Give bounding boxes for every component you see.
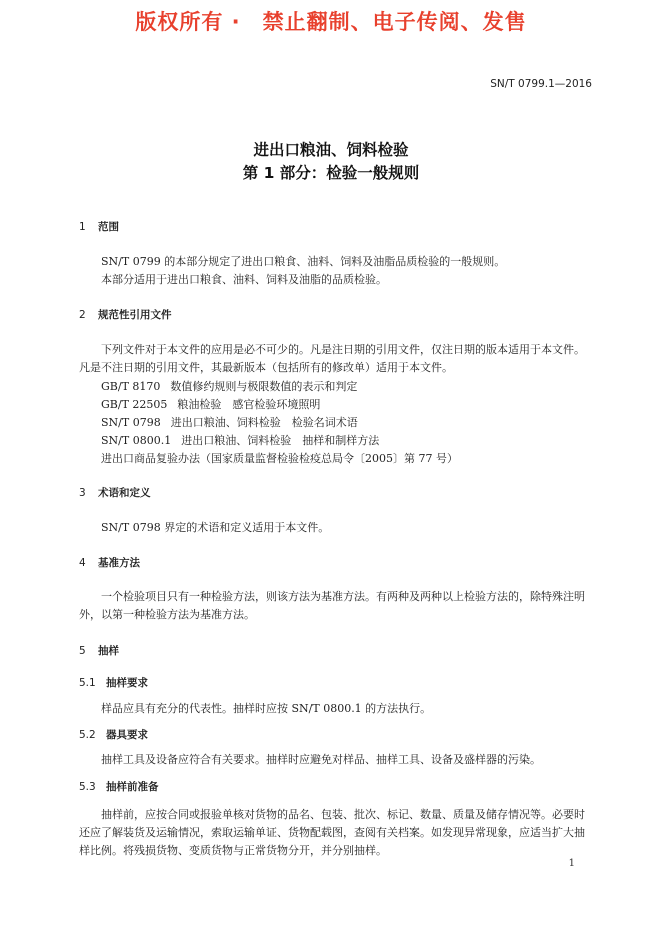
section-5-2-heading [79,727,148,742]
section-5-1-heading [79,675,148,690]
section-2-heading [79,307,172,322]
reference-item [101,396,320,412]
section-4-paragraph [79,588,593,624]
section-title: 抽样 [98,645,119,657]
reference-item [101,432,379,448]
section-number: 5.3 [79,781,96,793]
page-number: 1 [568,858,575,869]
document-title: 进出口粮油、饲料检验 [253,141,409,159]
paragraph-text: 样品应具有充分的代表性。抽样时应按 SN/T 0800.1 的方法执行。 [101,702,432,715]
section-title: 规范性引用文件 [98,309,172,321]
reference-item [101,378,357,394]
reference-code: GB/T 22505 [101,398,168,411]
section-title: 器具要求 [106,729,148,741]
section-number: 5 [79,645,86,657]
paragraph-text: 下列文件对于本文件的应用是必不可少的。凡是注日期的引用文件，仅注日期的版本适用于本文件。凡是不注日期的引用文件，其最新版本（包括所有的修改单）适用于本文件。 [79,343,585,374]
paragraph-text: 抽样前，应按合同或报验单核对货物的品名、包装、批次、标记、数量、质量及储存情况等。必要时还应了解装货及运输情况，索取运输单证、货物配载图，查阅有关档案。如发现异常现象，应适当扩大抽样比例。将残损货物、变质货物与正常货物分开，并分别抽样。 [79,808,585,857]
section-title: 基准方法 [98,557,140,569]
section-title: 抽样前准备 [106,781,159,793]
paragraph-text: 本部分适用于进出口粮食、油料、饲料及油脂的品质检验。 [101,273,387,286]
reference-item [101,414,358,430]
paragraph-text: 一个检验项目只有一种检验方法，则该方法为基准方法。有两种及两种以上检验方法的，除特殊注明外，以第一种检验方法为基准方法。 [79,590,585,621]
section-title: 术语和定义 [98,487,151,499]
section-5-3-paragraph [79,806,593,860]
section-title: 抽样要求 [106,677,148,689]
document-subtitle: 第 1 部分：检验一般规则 [242,164,420,182]
paragraph-text: SN/T 0799 的本部分规定了进出口粮食、油料、饲料及油脂品质检验的一般规则。 [101,255,506,268]
section-title: 范围 [98,221,119,233]
section-3-paragraph [79,519,593,537]
section-5-heading [79,643,119,658]
copyright-watermark: 版权所有 · 禁止翻制、电子传阅、发售 [135,10,527,34]
section-number: 4 [79,557,86,569]
section-2-intro [79,341,593,377]
section-4-heading [79,555,140,570]
section-number: 2 [79,309,86,321]
section-1-paragraph-2 [79,271,593,289]
section-number: 1 [79,221,86,233]
reference-title: 粮油检验 感官检验环境照明 [177,398,321,411]
reference-code: GB/T 8170 [101,380,161,393]
reference-code: SN/T 0798 [101,416,161,429]
reference-title: 进出口粮油、饲料检验 检验名词术语 [170,416,358,429]
document-number: SN/T 0799.1—2016 [490,78,592,90]
section-3-heading [79,485,151,500]
section-1-heading [79,219,119,234]
section-number: 5.1 [79,677,96,689]
reference-code: SN/T 0800.1 [101,434,172,447]
reference-title: 数值修约规则与极限数值的表示和判定 [170,380,358,393]
section-5-3-heading [79,779,159,794]
paragraph-text: 抽样工具及设备应符合有关要求。抽样时应避免对样品、抽样工具、设备及盛样器的污染。 [101,753,541,766]
reference-item: 进出口商品复验办法（国家质量监督检验检疫总局令〔2005〕第 77 号） [101,452,458,465]
reference-title: 进出口粮油、饲料检验 抽样和制样方法 [181,434,380,447]
paragraph-text: SN/T 0798 界定的术语和定义适用于本文件。 [101,521,330,534]
section-number: 3 [79,487,86,499]
section-5-2-paragraph [79,751,593,769]
section-5-1-paragraph [79,700,593,718]
section-1-paragraph-1 [79,253,593,271]
section-number: 5.2 [79,729,96,741]
